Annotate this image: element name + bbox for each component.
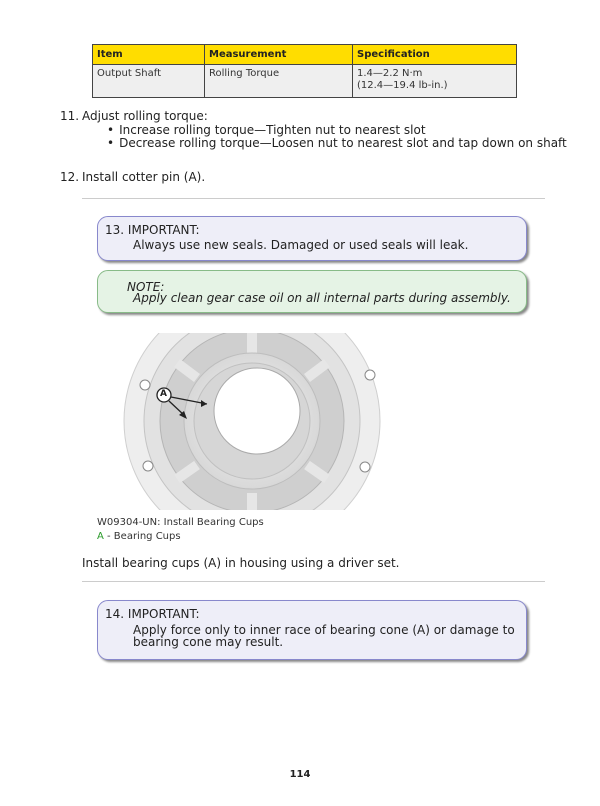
- instruction-paragraph: Install bearing cups (A) in housing using a driver set.: [82, 556, 400, 570]
- cell-specification: [353, 65, 517, 98]
- callout-heading: 13. IMPORTANT:: [105, 223, 200, 237]
- note-body: Apply clean gear case oil on all internal parts during assembly.: [133, 291, 511, 305]
- legend-text: - Bearing Cups: [103, 531, 181, 542]
- callout-body-line-2: bearing cone may result.: [133, 635, 284, 649]
- callout-label-a: A: [160, 389, 167, 399]
- header-measurement: Measurement: [205, 45, 353, 65]
- step-text: Install cotter pin (A).: [82, 170, 206, 184]
- table-header-row: [93, 45, 517, 65]
- divider: [82, 581, 545, 582]
- specification-table: [92, 44, 517, 98]
- cell-item: Output Shaft: [93, 65, 205, 98]
- figure-caption: W09304-UN: Install Bearing Cups: [97, 517, 264, 528]
- important-callout-14: [97, 600, 527, 660]
- important-callout-13: [97, 216, 527, 261]
- callout-body: Always use new seals. Damaged or used seals will leak.: [133, 238, 469, 252]
- callout-body-line-1: Apply force only to inner race of bearing cone (A) or damage to: [133, 623, 515, 637]
- note-heading: NOTE:: [127, 280, 165, 294]
- step-text: Adjust rolling torque:: [82, 109, 208, 123]
- figure-legend: [97, 531, 181, 542]
- step-11: [60, 109, 208, 123]
- header-item: Item: [93, 45, 205, 65]
- bearing-housing-figure: [122, 333, 387, 510]
- bullet-item: • Increase rolling torque—Tighten nut to nearest slot: [107, 124, 567, 137]
- spec-imperial: (12.4—19.4 lb-in.): [357, 80, 448, 91]
- divider: [82, 198, 545, 199]
- legend-key: A: [97, 531, 104, 542]
- step-12: [60, 170, 205, 184]
- note-callout: [97, 270, 527, 313]
- table-row: [93, 65, 517, 98]
- spec-metric: 1.4—2.2 N·m: [357, 68, 423, 79]
- callout-heading: 14. IMPORTANT:: [105, 607, 200, 621]
- header-specification: Specification: [353, 45, 517, 65]
- step-number: 11.: [60, 109, 80, 123]
- cell-measurement: Rolling Torque: [205, 65, 353, 98]
- step-11-bullets: [107, 124, 567, 150]
- page-number: 114: [289, 769, 311, 780]
- bearing-housing-illustration: [122, 333, 387, 510]
- step-number: 12.: [60, 170, 80, 184]
- bullet-item: • Decrease rolling torque—Loosen nut to nearest slot and tap down on shaft: [107, 137, 567, 150]
